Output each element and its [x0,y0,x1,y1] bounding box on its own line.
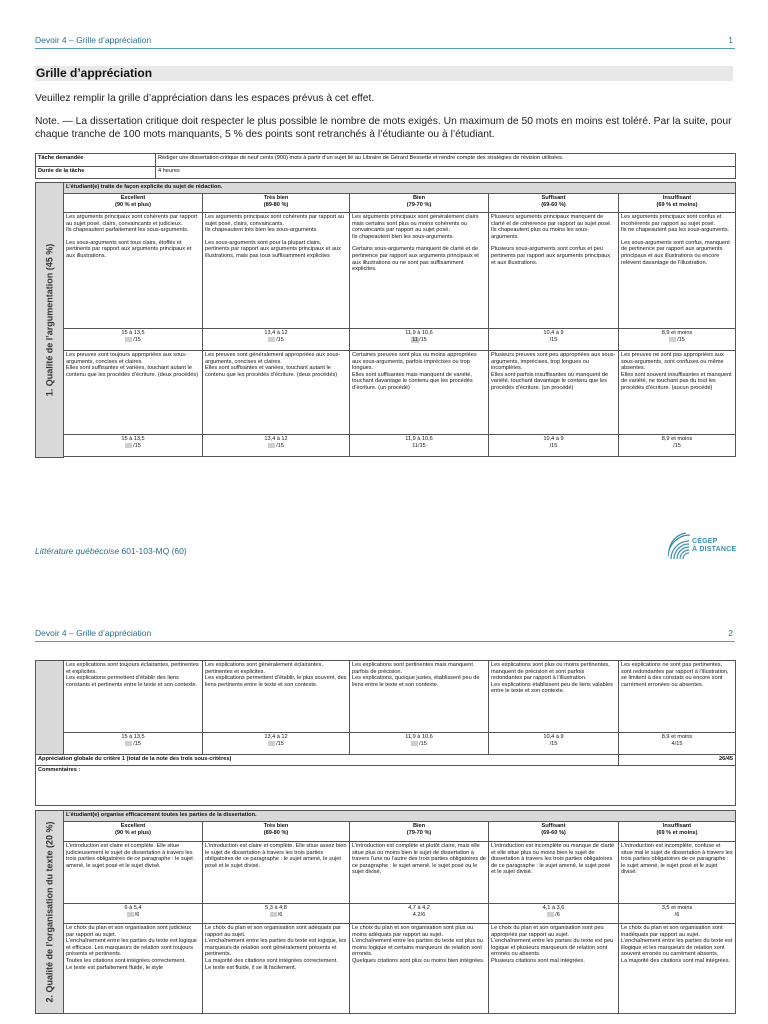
row1-bien: Les arguments principaux sont généralement clairs mais certains sont plus ou moins cohérents ou convaincants par rapport au sujet posé. Ils chapeautent bien les sous-arguments. Certains sous-arguments manquent de clarté et de pertinence par rapport aux arguments principaux et aux illustrations ou ne sont pas suffisamment explicites. [350,213,489,329]
global-appreciation-value: 26/45 [619,755,736,766]
row1-score-excellent[interactable]: 15 à 13,5 /15 [64,329,203,351]
row1-tres-bien: Les arguments principaux sont cohérents par rapport au sujet posé, clairs, convaincants. Ils chapeautent très bien les sous-arguments. Les sous-arguments sont pour la plupart clairs, pertinents par rapport aux arguments principaux et aux illustrations, mais pas tous suffisamment explicites [203,213,350,329]
row2-tres-bien: Les preuves sont généralement appropriées aux sous-arguments, concises et claires. Elles sont suffisantes et variées, touchant autant le contenu que les procédés d’écriture. (deux procédés) [203,351,350,435]
level-bien: Bien (79-70 %) [350,194,489,213]
row4-score-bien[interactable]: 4,7 à 4,2 4.2/6 [350,904,489,924]
row4-bien: L’introduction est complète et plutôt claire, mais elle situe plus ou moins bien le sujet de dissertation à travers l’une ou l’autre des trois parties obligatoires de ce paragraphe : le sujet amené, le sujet posé ou le sujet divisé. [350,842,489,904]
row5-excellent: Le choix du plan et son organisation sont judicieux par rapport au sujet. L’enchaînement entre les parties du texte est logique et efficace. Les marqueurs de relation sont toujours présents et pertinents. Toutes les citations sont intégrées correctement. Le texte est parfaitement fluide, le style [64,924,203,1014]
page-number: 2 [728,628,733,638]
row2-score-bien[interactable]: 11,9 à 10,6 11/15 [350,435,489,457]
level-suffisant: Suffisant (69-60 %) [489,822,619,842]
row3-suffisant: Les explications sont plus ou moins pertinentes, manquent de précision et sont parfois redondantes par rapport à l’illustration. Les explications établissent peu de liens valables entre le texte et son contexte. [489,661,619,733]
row2-excellent: Les preuves sont toujours appropriées aux sous-arguments, concises et claires. Elles sont suffisantes et variées, touchant autant le contenu que les procédés d’écriture. (deux procédés) [64,351,203,435]
row1-score-bien[interactable]: 11,9 à 10,6 11/15 [350,329,489,351]
comments-box[interactable]: Commentaires : [36,766,736,806]
row4-score-suffisant[interactable]: 4,1 à 3,6 /6 [489,904,619,924]
row4-score-excellent[interactable]: 6 à 5,4 /6 [64,904,203,924]
row1-excellent: Les arguments principaux sont cohérents par rapport au sujet posé, clairs, convaincants et judicieux. Ils chapeautent parfaitement les sous-arguments. Les sous-arguments sont tous clairs, étoffés et pertinents par rapport aux arguments principaux et aux illustrations. [64,213,203,329]
intro-text: Veuillez remplir la grille d’appréciation dans les espaces prévus à cet effet. [35,93,375,104]
section-heading: Grille d’appréciation [35,66,733,81]
criterion-1-side-label: 1. Qualité de l’argumentation (45 %) [36,183,64,458]
row4-insuffisant: L’introduction est incomplète, confuse et situe mal le sujet de dissertation à travers les trois parties obligatoires de ce paragraphe : le sujet amené, le sujet posé et le sujet divisé. [619,842,736,904]
level-tres-bien: Très bien (89-80 %) [203,194,350,213]
row1-score-suffisant[interactable]: 10,4 à 9 /15 [489,329,619,351]
task-table [35,153,736,179]
criterion-2-table [35,810,736,1014]
row3-score-bien[interactable]: 11,9 à 10,6 /15 [350,733,489,755]
row2-bien: Certaines preuves sont plus ou moins appropriées aux sous-arguments, parfois imprécises ou trop longues. Elles sont suffisantes mais manquent de variété, touchant davantage le contenu que les procédés d’écriture. (un procédé) [350,351,489,435]
row4-tres-bien: L’introduction est claire et complète. Elle situe assez bien le sujet de dissertation à travers les trois parties obligatoires de ce paragraphe : le sujet amené, le sujet posé et le sujet divisé. [203,842,350,904]
row5-bien: Le choix du plan et son organisation sont plus ou moins adéquats par rapport au sujet. L’enchaînement entre les parties du texte est plus ou moins logique et certains marqueurs de relation sont erronés. Quelques citations sont plus ou moins bien intégrées. [350,924,489,1014]
criterion-1-continued-table [35,660,736,806]
row2-score-insuffisant[interactable]: 8,9 et moins /15 [619,435,736,457]
level-tres-bien: Très bien (89-80 %) [203,822,350,842]
criterion-2-band: L’étudiant(e) organise efficacement toutes les parties de la dissertation. [64,811,736,822]
row1-suffisant: Plusieurs arguments principaux manquent de clarté et de cohérence par rapport au sujet posé. Ils chapeautent plus ou moins les sous-arguments. Plusieurs sous-arguments sont confus et peu pertinents par rapport aux arguments principaux et aux illustrations. [489,213,619,329]
row4-score-tres-bien[interactable]: 5,3 à 4,8 /6 [203,904,350,924]
row3-tres-bien: Les explications sont généralement éclairantes, pertinentes et explicites. Les explications permettent d’établir, le plus souvent, des liens pertinents entre le texte et son contexte. [203,661,350,733]
task-value: Rédiger une dissertation critique de neuf cents (900) mots à partir d’un sujet lié au Libraire de Gérard Bessette et rendre compte des stratégies de révision utilisées. [156,154,736,167]
level-bien: Bien (79-70 %) [350,822,489,842]
row4-excellent: L’introduction est claire et complète. Elle situe judicieusement le sujet de dissertation à travers les trois parties obligatoires de ce paragraphe : le sujet amené, le sujet posé et le sujet divisé. [64,842,203,904]
row3-score-excellent[interactable]: 15 à 13,5 /15 [64,733,203,755]
running-title: Devoir 4 – Grille d’appréciation [35,628,152,638]
page-number: 1 [728,35,733,45]
duration-label: Durée de la tâche [36,167,156,179]
row4-suffisant: L’introduction est incomplète ou manque de clarté et elle situe plus ou moins bien le sujet de dissertation à travers les trois parties obligatoires de ce paragraphe : le sujet amené, le sujet posé et le sujet divisé. [489,842,619,904]
row3-bien: Les explications sont pertinentes mais manquent parfois de précision. Les explications, quoique justes, établissent peu de liens entre le texte et son contexte. [350,661,489,733]
row3-score-suffisant[interactable]: 10,4 à 9 /15 [489,733,619,755]
row5-insuffisant: Le choix du plan et son organisation sont inadéquats par rapport au sujet. L’enchaînement entre les parties du texte est illogique et les marqueurs de relation sont souvent erronés ou carrément absents. La majorité des citations sont mal intégrées. [619,924,736,1014]
running-header-page-2 [35,628,735,642]
row1-score-tres-bien[interactable]: 13,4 à 12 /15 [203,329,350,351]
row3-insuffisant: Les explications ne sont pas pertinentes, sont redondantes par rapport à l’illustration, se limitent à des constats ou encore sont carrément erronées ou absentes. [619,661,736,733]
row4-score-insuffisant[interactable]: 3,5 et moins /6 [619,904,736,924]
row3-score-insuffisant[interactable]: 8,9 et moins 4/15 [619,733,736,755]
level-insuffisant: Insuffisant (69 % et moins) [619,822,736,842]
row1-score-insuffisant[interactable]: 8,9 et moins /15 [619,329,736,351]
running-title: Devoir 4 – Grille d’appréciation [35,35,152,45]
global-appreciation-label: Appréciation globale du critère 1 (total de la note des trois sous-critères) [36,755,619,766]
cegep-logo-text: CÉGEP À DISTANCE [692,538,737,553]
row2-insuffisant: Les preuves ne sont pas appropriées aux sous-arguments, sont confuses ou même absentes. Elles sont souvent insuffisantes et manquent de variété, ne touchant pas du tout les procédés d’écriture. (aucun procédé) [619,351,736,435]
row2-suffisant: Plusieurs preuves sont peu appropriées aux sous-arguments, imprécises, trop longues ou incomplètes. Elles sont parfois insuffisantes ou manquent de variété, touchant davantage le contenu que les procédés d’écriture. (un procédé) [489,351,619,435]
level-insuffisant: Insuffisant (69 % et moins) [619,194,736,213]
footer-course: Littérature québécoise 601-103-MQ (60) [35,546,187,556]
row2-score-suffisant[interactable]: 10,4 à 9 /15 [489,435,619,457]
level-excellent: Excellent (90 % et plus) [64,194,203,213]
running-header-page-1 [35,35,735,49]
criterion-2-side-label: 2. Qualité de l’organisation du texte (20 %) [36,811,64,1014]
row5-tres-bien: Le choix du plan et son organisation sont adéquats par rapport au sujet. L’enchaînement entre les parties du texte est logique, les marqueurs de relation sont généralement présents et pertinents. La majorité des citations sont intégrées correctement. Le texte est fluide, il se lit facilement. [203,924,350,1014]
row3-excellent: Les explications sont toujours éclairantes, pertinentes et explicites. Les explications permettent d’établir des liens constants et pertinents entre le texte et son contexte. [64,661,203,733]
duration-value: 4 heures [156,167,736,179]
note-text: Note. — La dissertation critique doit respecter le plus possible le nombre de mots exigés. Un maximum de 50 mots en moins est toléré. Par la suite, pour chaque tranche de 100 mots manquants, 5 % des points sont retranchés à l’étudiante ou à l’étudiant. [35,116,732,140]
task-label: Tâche demandée [36,154,156,167]
row1-insuffisant: Les arguments principaux sont confus et incohérents par rapport au sujet posé. Ils ne chapeautent pas les sous-arguments. Les sous-arguments sont confus, manquent de pertinence par rapport aux arguments principaux et aux illustrations ou encore relèvent davantage de l’illustration. [619,213,736,329]
row2-score-excellent[interactable]: 15 à 13,5 /15 [64,435,203,457]
level-excellent: Excellent (90 % et plus) [64,822,203,842]
criterion-1-band: L’étudiant(e) traite de façon explicite du sujet de rédaction. [64,183,736,194]
row5-suffisant: Le choix du plan et son organisation sont peu appropriés par rapport au sujet. L’enchaînement entre les parties du texte est peu logique et plusieurs marqueurs de relation sont erronés ou absents. Plusieurs citations sont mal intégrées. [489,924,619,1014]
row2-score-tres-bien[interactable]: 13,4 à 12 /15 [203,435,350,457]
row3-score-tres-bien[interactable]: 13,4 à 12 /15 [203,733,350,755]
criterion-1-table [35,182,736,458]
level-suffisant: Suffisant (69-60 %) [489,194,619,213]
